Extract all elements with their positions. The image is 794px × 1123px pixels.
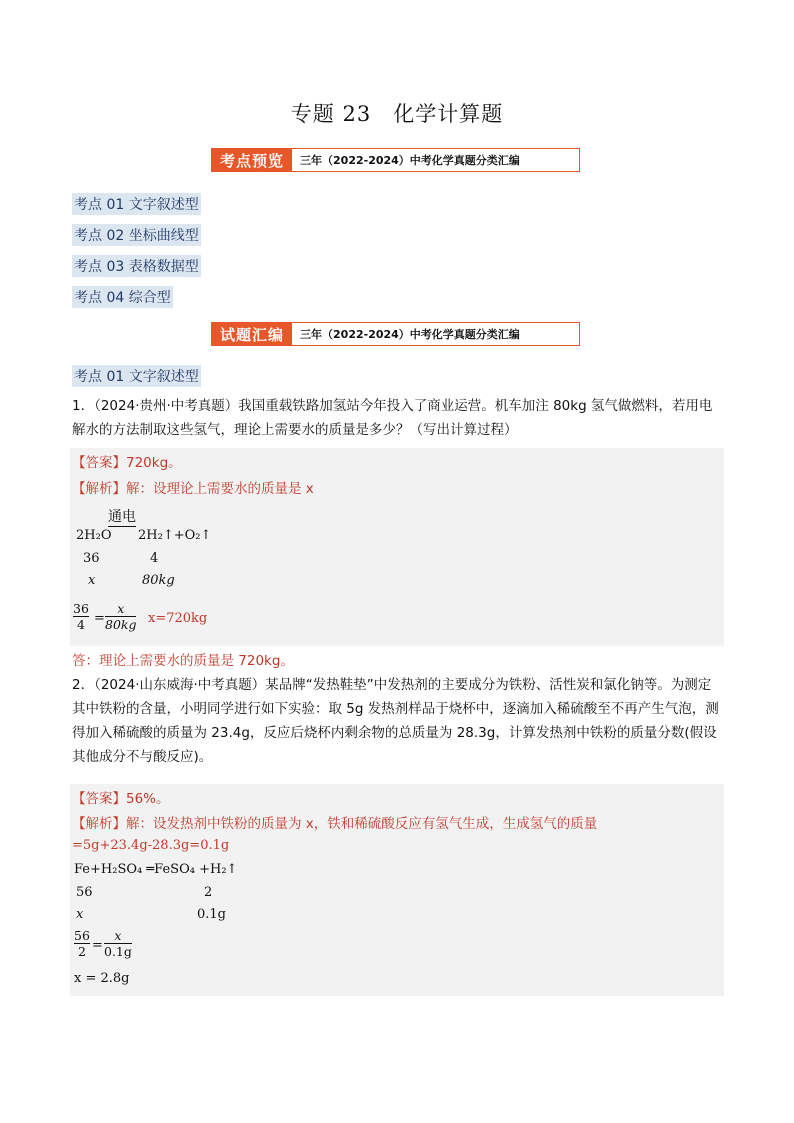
q1-analysis-text: 解：设理论上需要水的质量是 x — [126, 481, 314, 497]
q1-analysis-line — [72, 477, 314, 497]
section-heading: 考点 01 文字叙述型 — [72, 365, 201, 387]
page-title: 专题 23 化学计算题 — [290, 102, 504, 126]
q2-fraction-right — [104, 928, 132, 959]
q1-eq-right: 2H₂↑+O₂↑ — [138, 528, 212, 543]
q1-frac-r-top: x — [117, 601, 125, 616]
q2-mass-2: 2 — [204, 885, 213, 900]
q2-frac-eq: = — [92, 938, 103, 953]
q1-mass-2: 4 — [150, 551, 159, 566]
toc-item-02[interactable]: 考点 02 坐标曲线型 — [72, 224, 201, 246]
banner-questions — [211, 322, 580, 346]
q2-analysis-line — [72, 812, 597, 832]
banner-tag: 试题汇编 — [212, 323, 292, 345]
question-2-stem: 2．（2024·山东威海·中考真题）某品牌“发热鞋垫”中发热剂的主要成分为铁粉、活性炭和氯化钠等。为测定其中铁粉的含量，小明同学进行如下实验：取 5g 发热剂样品于烧杯中，逐滴加入稀硫酸至不再产生气泡，测得加入稀硫酸的质量为 23.4g，反应后烧杯内剩余物的总质量为 28.3g，计算发热剂中铁粉的质量分数(假设其他成分不与酸反应)。 — [72, 677, 719, 765]
q1-frac-r-bot: 80kg — [105, 617, 137, 632]
q2-mass-1: 56 — [76, 885, 93, 900]
q1-fraction-left — [73, 601, 89, 632]
q1-var-2: 80kg — [142, 573, 175, 588]
q2-answer: 【答案】56%。 — [72, 791, 170, 807]
q1-eq-left: 2H₂O — [76, 528, 112, 543]
q2-var-1: x — [76, 907, 84, 922]
q1-conclusion: 答：理论上需要水的质量是 720kg。 — [72, 653, 294, 669]
q1-fraction-right — [105, 601, 136, 632]
q2-frac-r-top: x — [114, 928, 122, 943]
banner-tag: 考点预览 — [212, 149, 292, 171]
q2-frac-l-top: 56 — [74, 928, 90, 943]
q2-var-2: 0.1g — [197, 907, 226, 922]
q1-mass-1: 36 — [83, 551, 100, 566]
q1-result: x=720kg — [148, 611, 208, 626]
question-1-stem: 1．（2024·贵州·中考真题）我国重载铁路加氢站今年投入了商业运营。机车加注 80kg 氢气做燃料，若用电解水的方法制取这些氢气，理论上需要水的质量是多少？（写出计算过程） — [72, 398, 713, 438]
q2-h2-mass: =5g+23.4g-28.3g=0.1g — [72, 838, 230, 853]
banner-subtitle: 三年（2022-2024）中考化学真题分类汇编 — [300, 328, 520, 341]
q1-frac-l-bot: 4 — [76, 617, 85, 632]
q2-analysis-text: 解：设发热剂中铁粉的质量为 x，铁和稀硫酸反应有氢气生成，生成氢气的质量 — [126, 816, 598, 832]
q1-analysis-label: 【解析】 — [72, 481, 126, 497]
q1-var-1: x — [88, 573, 96, 588]
toc-item-04[interactable]: 考点 04 综合型 — [72, 286, 173, 308]
q1-frac-l-top: 36 — [73, 601, 89, 616]
q2-fraction-left — [74, 928, 90, 959]
q1-frac-eq: = — [94, 611, 105, 626]
q2-analysis-label: 【解析】 — [72, 816, 126, 832]
toc-item-03[interactable]: 考点 03 表格数据型 — [72, 255, 201, 277]
banner-preview — [211, 148, 580, 172]
q1-condition: 通电 — [108, 506, 136, 527]
toc-item-01[interactable]: 考点 01 文字叙述型 — [72, 193, 201, 215]
q2-equation: Fe+H₂SO₄ ═FeSO₄ +H₂↑ — [74, 862, 238, 877]
q2-result: x = 2.8g — [74, 971, 130, 986]
q2-frac-l-bot: 2 — [77, 944, 86, 959]
q1-answer: 【答案】720kg。 — [72, 455, 182, 471]
banner-subtitle: 三年（2022-2024）中考化学真题分类汇编 — [300, 154, 520, 167]
q2-frac-r-bot: 0.1g — [104, 944, 132, 959]
